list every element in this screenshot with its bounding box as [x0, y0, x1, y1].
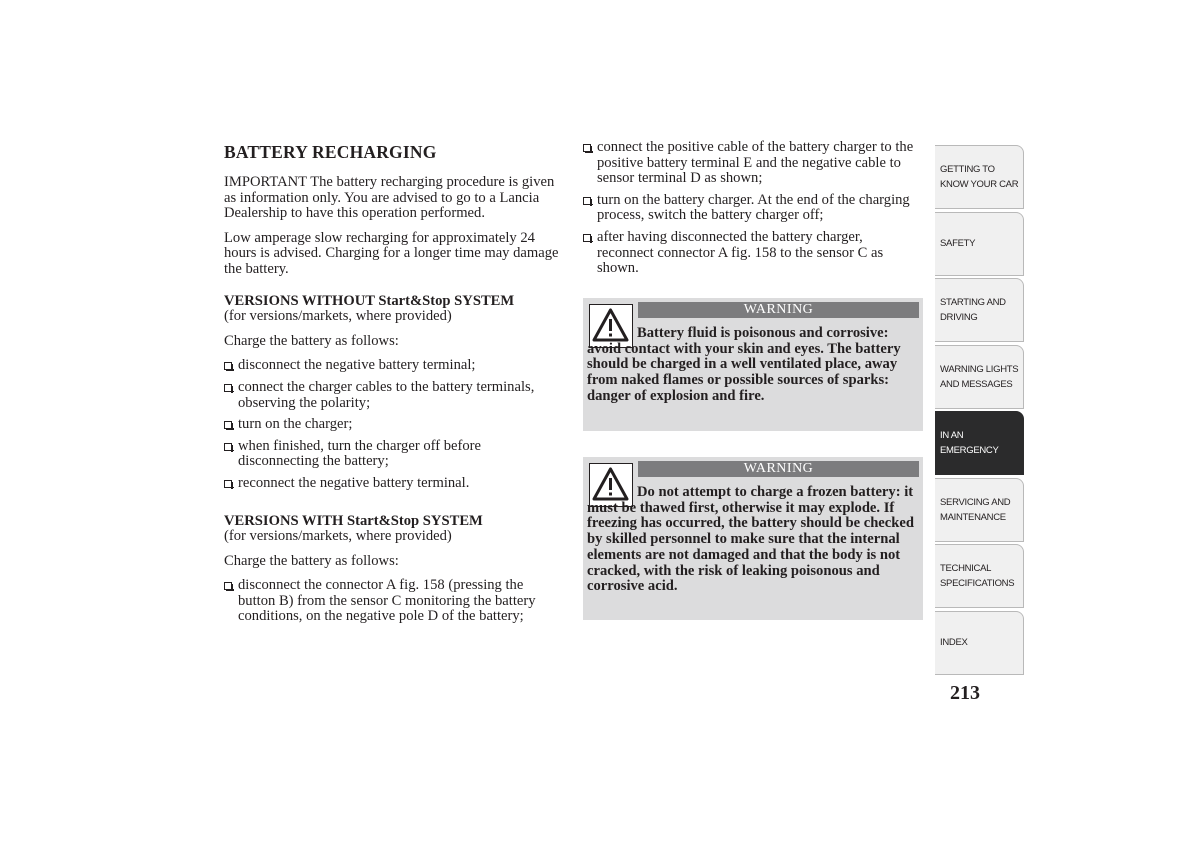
checkbox-bullet-icon [583, 144, 591, 152]
list-item: reconnect the negative battery terminal. [224, 476, 564, 492]
checkbox-bullet-icon [583, 197, 591, 205]
list-item: connect the charger cables to the battery terminals, observing the polarity; [224, 380, 564, 411]
section-title: BATTERY RECHARGING [224, 142, 437, 162]
slow-charge-note: Low amperage slow recharging for approximately 24 hours is advised. Charging for a longer time may damage the battery. [224, 229, 559, 277]
checkbox-bullet-icon [224, 443, 232, 451]
tab-starting-and-driving[interactable]: STARTING AND DRIVING [935, 278, 1024, 342]
list-item: after having disconnected the battery charger, reconnect connector A fig. 158 to the sensor C as shown. [583, 230, 923, 277]
tab-technical-specifications[interactable]: TECHNICAL SPECIFICATIONS [935, 544, 1024, 608]
tab-warning-lights-and-messages[interactable]: WARNING LIGHTS AND MESSAGES [935, 345, 1024, 409]
tab-servicing-and-maintenance[interactable]: SERVICING AND MAINTENANCE [935, 478, 1024, 542]
warning-text: Do not attempt to charge a frozen battery: it must be thawed first, otherwise it may explode. If freezing has occurred, the battery should be checked by skilled personnel to make sure that the internal elements are not damaged and that the body is not cracked, with the risk of leaking poisonous and corrosive acid. [587, 484, 914, 595]
left-column [224, 140, 564, 631]
tab-index[interactable]: INDEX [935, 611, 1024, 675]
list-item: connect the positive cable of the battery charger to the positive battery terminal E and the negative cable to sensor terminal D as shown; [583, 140, 923, 187]
warning-box-frozen-battery [583, 457, 923, 620]
warning-label: WARNING [638, 461, 919, 477]
important-note: IMPORTANT The battery recharging procedure is given as information only. You are advised to go to a Lancia Dealership to have this operation performed. [224, 174, 555, 222]
without-startstop-note: (for versions/markets, where provided) [224, 308, 452, 325]
list-item: disconnect the connector A fig. 158 (pressing the button B) from the sensor C monitoring the battery conditions, on the negative pole D of the battery; [224, 578, 564, 625]
chapter-tabs [935, 145, 1024, 677]
tab-getting-to-know-your-car[interactable]: GETTING TO KNOW YOUR CAR [935, 145, 1024, 209]
with-startstop-steps [224, 578, 564, 625]
tab-in-an-emergency[interactable]: IN AN EMERGENCY [935, 411, 1024, 475]
without-startstop-intro: Charge the battery as follows: [224, 332, 399, 349]
list-item: turn on the battery charger. At the end of the charging process, switch the battery charger off; [583, 193, 923, 224]
with-startstop-intro: Charge the battery as follows: [224, 552, 399, 569]
list-item: when finished, turn the charger off before disconnecting the battery; [224, 439, 564, 470]
with-startstop-steps-continued [583, 140, 923, 277]
warning-box-battery-fluid [583, 298, 923, 431]
checkbox-bullet-icon [583, 234, 591, 242]
without-startstop-title: VERSIONS WITHOUT Start&Stop SYSTEM [224, 292, 515, 309]
checkbox-bullet-icon [224, 384, 232, 392]
with-startstop-note: (for versions/markets, where provided) [224, 528, 452, 545]
list-item: disconnect the negative battery terminal; [224, 358, 564, 374]
checkbox-bullet-icon [224, 582, 232, 590]
warning-text: Battery fluid is poisonous and corrosive: avoid contact with your skin and eyes. The battery should be charged in a well ventilated place, away from naked flames or possible sources of sparks: danger of explosion and fire. [587, 325, 901, 404]
without-startstop-steps [224, 358, 564, 491]
checkbox-bullet-icon [224, 362, 232, 370]
checkbox-bullet-icon [224, 421, 232, 429]
warning-label: WARNING [638, 302, 919, 318]
list-item: turn on the charger; [224, 417, 564, 433]
tab-safety[interactable]: SAFETY [935, 212, 1024, 276]
with-startstop-title: VERSIONS WITH Start&Stop SYSTEM [224, 512, 483, 529]
checkbox-bullet-icon [224, 480, 232, 488]
page-number: 213 [950, 682, 980, 704]
middle-column [583, 140, 923, 283]
